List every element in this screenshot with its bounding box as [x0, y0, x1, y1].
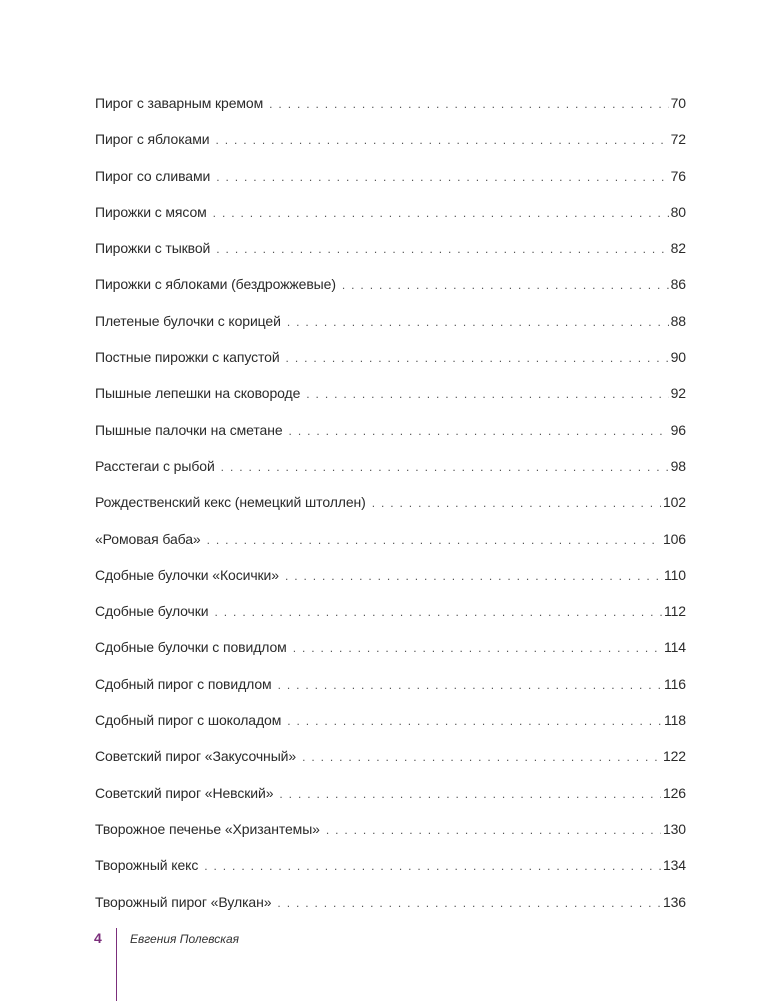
dot-leader: [372, 488, 661, 518]
toc-entry-page-number: 102: [662, 494, 686, 511]
toc-entry-title: Творожный пирог «Вулкан»: [95, 893, 272, 910]
dot-leader: [216, 234, 668, 264]
toc-entry-page-number: 130: [662, 820, 686, 837]
toc-entry-page-number: 80: [670, 203, 686, 220]
toc-entry[interactable]: [95, 124, 686, 160]
toc-entry-page-number: 114: [663, 639, 686, 656]
dot-leader: [215, 597, 662, 627]
dot-leader: [213, 198, 669, 228]
toc-entry[interactable]: [95, 560, 686, 596]
dot-leader: [269, 89, 668, 119]
toc-entry-page-number: 110: [663, 566, 686, 583]
toc-entry-page-number: 86: [670, 276, 686, 293]
toc-entry-title: Сдобные булочки: [95, 603, 209, 620]
toc-entry[interactable]: [95, 451, 686, 487]
toc-entry-title: Пирожки с тыквой: [95, 240, 211, 257]
toc-entry[interactable]: [95, 378, 686, 414]
dot-leader: [278, 670, 662, 700]
toc-entry[interactable]: [95, 705, 686, 741]
toc-entry-page-number: 82: [670, 240, 686, 257]
toc-entry-page-number: 134: [662, 857, 686, 874]
toc-entry[interactable]: [95, 778, 686, 814]
dot-leader: [285, 561, 662, 591]
toc-entry-title: Расстегаи с рыбой: [95, 457, 215, 474]
dot-leader: [293, 633, 662, 663]
toc-entry[interactable]: [95, 487, 686, 523]
toc-entry-title: Советский пирог «Закусочный»: [95, 748, 297, 765]
toc-entry-page-number: 112: [663, 603, 686, 620]
dot-leader: [302, 742, 661, 772]
toc-entry[interactable]: [95, 161, 686, 197]
toc-entry[interactable]: [95, 88, 686, 124]
toc-entry-page-number: 126: [662, 784, 686, 801]
toc-entry-page-number: 96: [670, 421, 686, 438]
dot-leader: [277, 888, 661, 918]
toc-entry-page-number: 106: [662, 530, 686, 547]
dot-leader: [287, 706, 662, 736]
dot-leader: [287, 307, 669, 337]
dot-leader: [207, 525, 661, 555]
toc-entry-page-number: 98: [670, 457, 686, 474]
toc-entry-page-number: 118: [663, 712, 686, 729]
toc-entry-title: Пирог с яблоками: [95, 131, 210, 148]
toc-entry-title: Пирожки с мясом: [95, 203, 207, 220]
toc-entry-page-number: 92: [670, 385, 686, 402]
dot-leader: [216, 162, 668, 192]
dot-leader: [204, 851, 661, 881]
toc-entry-page-number: 76: [670, 167, 686, 184]
toc-entry-page-number: 88: [670, 312, 686, 329]
toc-entry[interactable]: [95, 887, 686, 923]
dot-leader: [326, 815, 661, 845]
toc-entry-title: Творожный кекс: [95, 857, 199, 874]
toc-entry[interactable]: [95, 197, 686, 233]
toc-entry[interactable]: [95, 632, 686, 668]
toc-entry-page-number: 122: [662, 748, 686, 765]
toc-entry[interactable]: [95, 596, 686, 632]
toc-entry-title: «Ромовая баба»: [95, 530, 201, 547]
toc-entry-title: Пирожки с яблоками (бездрожжевые): [95, 276, 336, 293]
toc-entry-title: Постные пирожки с капустой: [95, 349, 280, 366]
toc-entry[interactable]: [95, 269, 686, 305]
toc-entry-title: Пышные лепешки на сковороде: [95, 385, 301, 402]
toc-entry-title: Рождественский кекс (немецкий штоллен): [95, 494, 366, 511]
toc-entry-title: Пирог со сливами: [95, 167, 211, 184]
toc-entry-page-number: 136: [662, 893, 686, 910]
toc-entry[interactable]: [95, 415, 686, 451]
dot-leader: [216, 125, 669, 155]
author-name: Евгения Полевская: [130, 932, 240, 946]
page-footer: [0, 928, 763, 1001]
toc-entry[interactable]: [95, 814, 686, 850]
toc-entry-title: Пышные палочки на сметане: [95, 421, 283, 438]
toc-entry[interactable]: [95, 233, 686, 269]
dot-leader: [342, 270, 669, 300]
toc-entry-title: Советский пирог «Невский»: [95, 784, 274, 801]
toc-entry[interactable]: [95, 306, 686, 342]
toc-entry-title: Сдобные булочки с повидлом: [95, 639, 287, 656]
page-number: 4: [94, 930, 102, 946]
toc-entry-title: Сдобный пирог с шоколадом: [95, 712, 282, 729]
toc-entry-title: Сдобные булочки «Косички»: [95, 566, 279, 583]
footer-divider: [116, 928, 117, 1001]
toc-entry-title: Сдобный пирог с повидлом: [95, 675, 272, 692]
toc-entry-page-number: 72: [670, 131, 686, 148]
toc-entry[interactable]: [95, 524, 686, 560]
toc-entry-title: Плетеные булочки с корицей: [95, 312, 281, 329]
toc-entry[interactable]: [95, 342, 686, 378]
toc-entry-title: Творожное печенье «Хризантемы»: [95, 820, 320, 837]
dot-leader: [306, 379, 668, 409]
toc-entry-page-number: 116: [663, 675, 686, 692]
toc-entry-page-number: 70: [670, 95, 686, 111]
toc-entry[interactable]: [95, 850, 686, 886]
dot-leader: [286, 343, 669, 373]
table-of-contents: [95, 88, 686, 923]
toc-entry[interactable]: [95, 669, 686, 705]
toc-entry-page-number: 90: [670, 349, 686, 366]
dot-leader: [221, 452, 669, 482]
toc-entry[interactable]: [95, 741, 686, 777]
dot-leader: [289, 416, 669, 446]
toc-entry-title: Пирог с заварным кремом: [95, 95, 264, 111]
dot-leader: [279, 779, 661, 809]
